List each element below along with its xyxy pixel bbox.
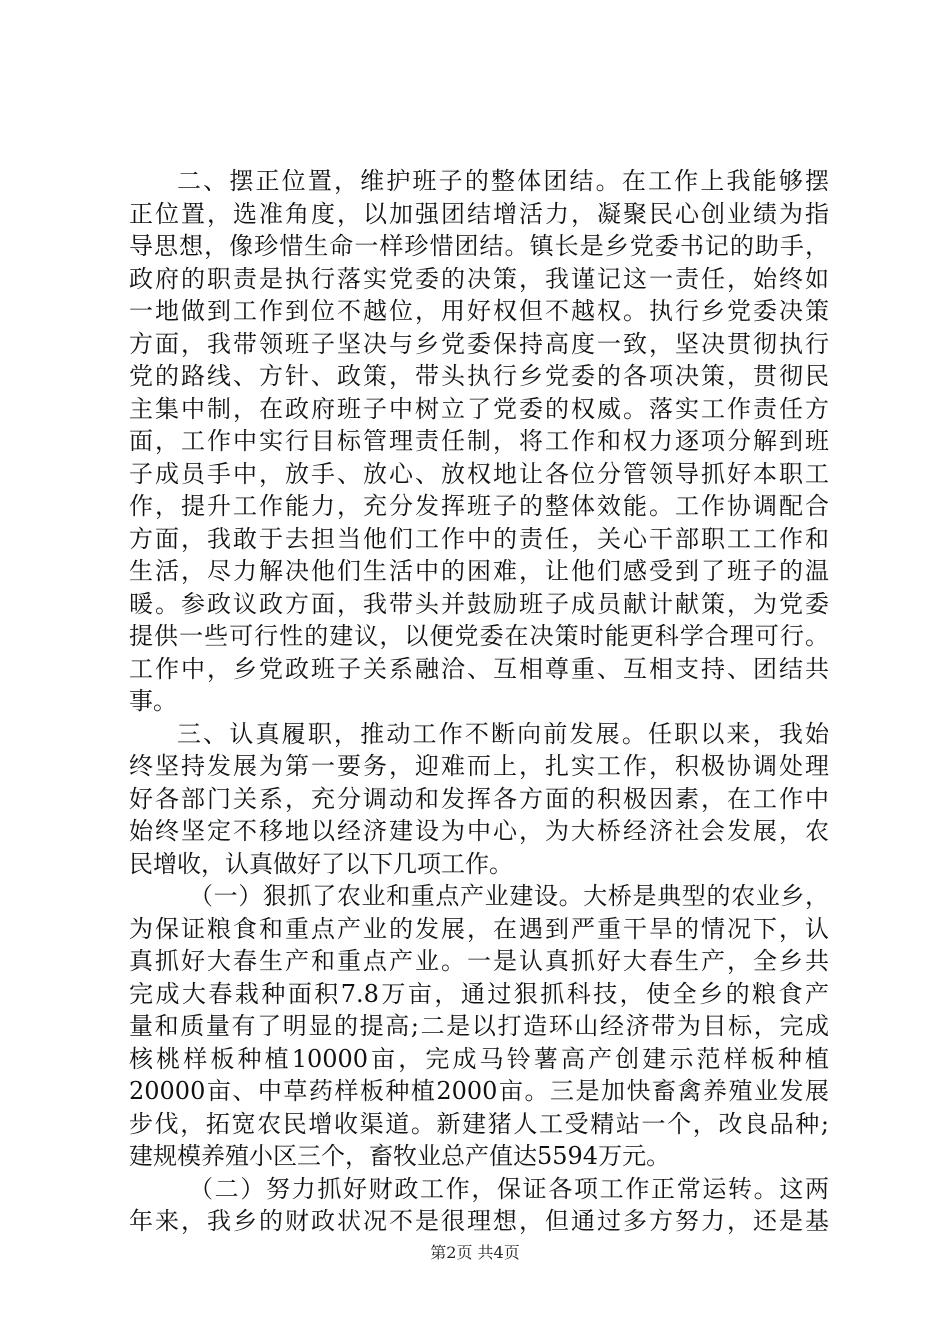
paragraph-line: 主集中制，在政府班子中树立了党委的权威。落实工作责任方 bbox=[129, 394, 829, 423]
paragraph-line: 作，提升工作能力，充分发挥班子的整体效能。工作协调配合 bbox=[129, 492, 829, 520]
paragraph-line: 三、认真履职，推动工作不断向前发展。任职以来，我始 bbox=[177, 719, 829, 748]
paragraph-line: 党的路线、方针、政策，带头执行乡党委的各项决策，贯彻民 bbox=[129, 362, 829, 390]
page-footer: 第2页 共4页 bbox=[430, 1243, 520, 1262]
paragraph-line: 事。 bbox=[129, 687, 177, 715]
paragraph-line: 面，工作中实行目标管理责任制，将工作和权力逐项分解到班 bbox=[129, 427, 829, 455]
paragraph-line: （二）努力抓好财政工作，保证各项工作正常运转。这两 bbox=[189, 1174, 829, 1203]
paragraph-line: 子成员手中，放手、放心、放权地让各位分管领导抓好本职工 bbox=[129, 459, 829, 488]
paragraph-line: 年来，我乡的财政状况不是很理想，但通过多方努力，还是基 bbox=[129, 1207, 829, 1235]
paragraph-line: 始终坚定不移地以经济建设为中心，为大桥经济社会发展，农 bbox=[129, 817, 829, 845]
paragraph-line: 为保证粮食和重点产业的发展，在遇到严重干旱的情况下，认 bbox=[129, 914, 829, 943]
paragraph-line: 生活，尽力解决他们生活中的困难，让他们感受到了班子的温 bbox=[129, 557, 829, 585]
paragraph-line: 一地做到工作到位不越位，用好权但不越权。执行乡党委决策 bbox=[129, 297, 829, 325]
paragraph-line: 好各部门关系，充分调动和发挥各方面的积极因素，在工作中 bbox=[129, 784, 829, 813]
paragraph-line: 20000亩、中草药样板种植2000亩。三是加快畜禽养殖业发展 bbox=[129, 1077, 829, 1105]
paragraph-line: 真抓好大春生产和重点产业。一是认真抓好大春生产，全乡共 bbox=[129, 947, 829, 975]
paragraph-line: 方面，我带领班子坚决与乡党委保持高度一致，坚决贯彻执行 bbox=[129, 329, 829, 358]
paragraph-line: 政府的职责是执行落实党委的决策，我谨记这一责任，始终如 bbox=[129, 264, 829, 293]
paragraph-line: 暖。参政议政方面，我带头并鼓励班子成员献计献策，为党委 bbox=[129, 589, 829, 618]
paragraph-line: 民增收，认真做好了以下几项工作。 bbox=[129, 849, 513, 878]
paragraph-line: 终坚持发展为第一要务，迎难而上，扎实工作，积极协调处理 bbox=[129, 752, 829, 780]
paragraph-line: 方面，我敢于去担当他们工作中的责任，关心干部职工工作和 bbox=[129, 524, 829, 553]
paragraph-line: 导思想，像珍惜生命一样珍惜团结。镇长是乡党委书记的助手， bbox=[129, 232, 829, 260]
paragraph-line: 建规模养殖小区三个，畜牧业总产值达5594万元。 bbox=[129, 1142, 671, 1170]
paragraph-line: 完成大春栽种面积7.8万亩，通过狠抓科技，使全乡的粮食产 bbox=[129, 979, 829, 1008]
paragraph-line: 核桃样板种植10000亩，完成马铃薯高产创建示范样板种植 bbox=[129, 1044, 829, 1073]
paragraph-line: 提供一些可行性的建议，以便党委在决策时能更科学合理可行。 bbox=[129, 622, 829, 650]
paragraph-line: 步伐，拓宽农民增收渠道。新建猪人工受精站一个，改良品种; bbox=[129, 1109, 829, 1138]
paragraph-line: 正位置，选准角度，以加强团结增活力，凝聚民心创业绩为指 bbox=[129, 199, 829, 228]
paragraph-line: 二、摆正位置，维护班子的整体团结。在工作上我能够摆 bbox=[177, 167, 829, 195]
paragraph-line: 工作中，乡党政班子关系融洽、互相尊重、互相支持、团结共 bbox=[129, 654, 829, 683]
paragraph-line: 量和质量有了明显的提高;二是以打造环山经济带为目标，完成 bbox=[129, 1012, 829, 1040]
paragraph-line: （一）狠抓了农业和重点产业建设。大桥是典型的农业乡， bbox=[189, 882, 829, 910]
document-body bbox=[129, 165, 829, 1238]
